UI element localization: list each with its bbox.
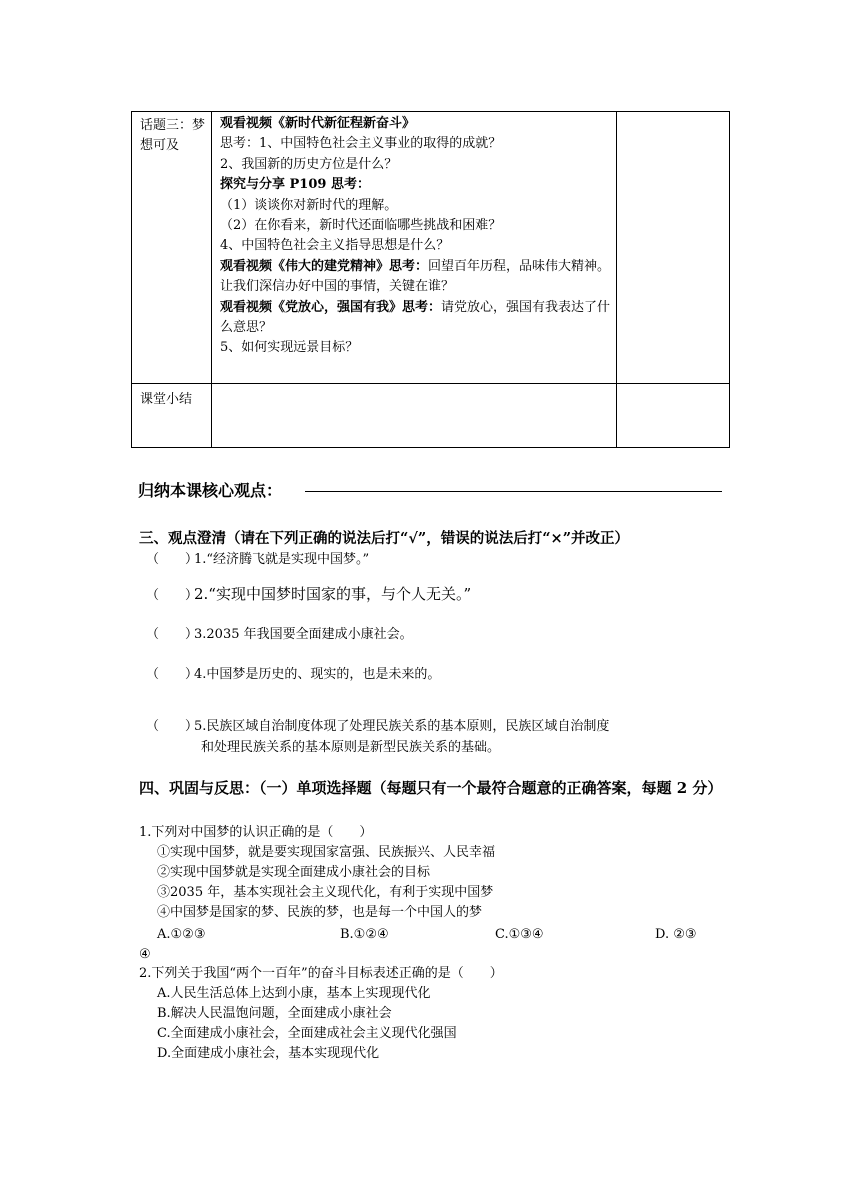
video-prompt: 请党放心，强国有我表达了什么意思？ [220,299,611,336]
option-b[interactable]: B.解决人民温饱问题，全面建成小康社会 [157,1006,392,1021]
class-summary-label: 课堂小结 [140,392,193,407]
option-d-wrap: ④ [139,947,151,962]
statement: ①实现中国梦，就是要实现国家富强、民族振兴、人民幸福 [157,845,496,860]
video-prompt: 回望百年历程，品味伟大精神。让我们深信办好中国的事情，关键在谁？ [220,258,611,295]
answer-blank[interactable]: （ ） [146,719,199,734]
table-line: 思考：1、中国特色社会主义事业的取得的成就？ [220,136,502,152]
core-view-label: 归纳本课核心观点： [138,481,283,500]
table-line: 2、我国新的历史方位是什么？ [220,156,398,172]
table-line: 5、如何实现远景目标？ [220,340,359,356]
table-line: 探究与分享 P109 思考： [220,177,370,193]
judgement-text-continued: 和处理民族关系的基本原则是新型民族关系的基础。 [201,740,501,755]
video-question [220,257,615,298]
judgement-item [146,550,369,570]
question-1-stem: 1.下列对中国梦的认识正确的是（ ） [139,825,373,840]
judgement-text: 4.中国梦是历史的、现实的，也是未来的。 [194,667,441,682]
judgement-text: 5.民族区域自治制度体现了处理民族关系的基本原则，民族区域自治制度 [194,719,610,734]
option-d[interactable]: D. ②③ [655,927,697,942]
section-three-title: 三、观点澄清（请在下列正确的说法后打“√”，错误的说法后打“×”并改正） [139,530,630,547]
statement: ④中国梦是国家的梦、民族的梦，也是每一个中国人的梦 [157,905,483,920]
table-line: 4、中国特色社会主义指导思想是什么？ [220,238,450,254]
option-a[interactable]: A.①②③ [157,927,206,942]
judgement-text: 1.“经济腾飞就是实现中国梦。” [194,552,370,567]
table-divider [132,383,729,384]
table-line: （2）在你看来，新时代还面临哪些挑战和困难？ [220,218,502,234]
judgement-item [146,716,736,758]
statement: ③2035 年，基本实现社会主义现代化，有利于实现中国梦 [157,885,494,900]
table-divider [616,112,617,447]
judgement-text: 2.“实现中国梦时国家的事，与个人无关。” [194,585,472,603]
option-c[interactable]: C.全面建成小康社会，全面建成社会主义现代化强国 [157,1026,457,1041]
option-d[interactable]: D.全面建成小康社会，基本实现现代化 [157,1046,380,1061]
table-line: 观看视频《新时代新征程新奋斗》 [220,116,416,131]
section-four-instructions: （一）单项选择题（每题只有一个最符合题意的正确答案，每题 2 分） [259,779,723,797]
judgement-item [146,625,413,645]
option-a[interactable]: A.人民生活总体上达到小康，基本上实现现代化 [157,986,431,1001]
judgement-item [146,584,471,606]
core-view-blank[interactable] [305,491,722,492]
topic-three-content [220,114,615,359]
video-title: 观看视频《党放心，强国有我》思考： [220,299,442,315]
answer-blank[interactable]: （ ） [146,552,199,567]
judgement-item [146,665,440,685]
option-b[interactable]: B.①②④ [340,927,389,942]
video-question [220,298,615,339]
option-c[interactable]: C.①③④ [495,927,544,942]
lesson-table [131,111,730,448]
section-four-heading: 四、巩固与反思： [139,779,260,797]
topic-three-label: 话题三：梦想可及 [140,118,206,153]
table-divider [211,112,212,447]
question-2-stem: 2.下列关于我国“两个一百年”的奋斗目标表述正确的是（ ） [139,966,503,981]
answer-blank[interactable]: （ ） [146,588,199,603]
section-four-title [139,777,729,799]
statement: ②实现中国梦就是实现全面建成小康社会的目标 [157,865,431,880]
video-title: 观看视频《伟大的建党精神》思考： [220,258,429,274]
answer-blank[interactable]: （ ） [146,667,199,682]
answer-blank[interactable]: （ ） [146,627,199,642]
judgement-text: 3.2035 年我国要全面建成小康社会。 [194,627,413,642]
table-line: （1）谈谈你对新时代的理解。 [220,197,398,213]
